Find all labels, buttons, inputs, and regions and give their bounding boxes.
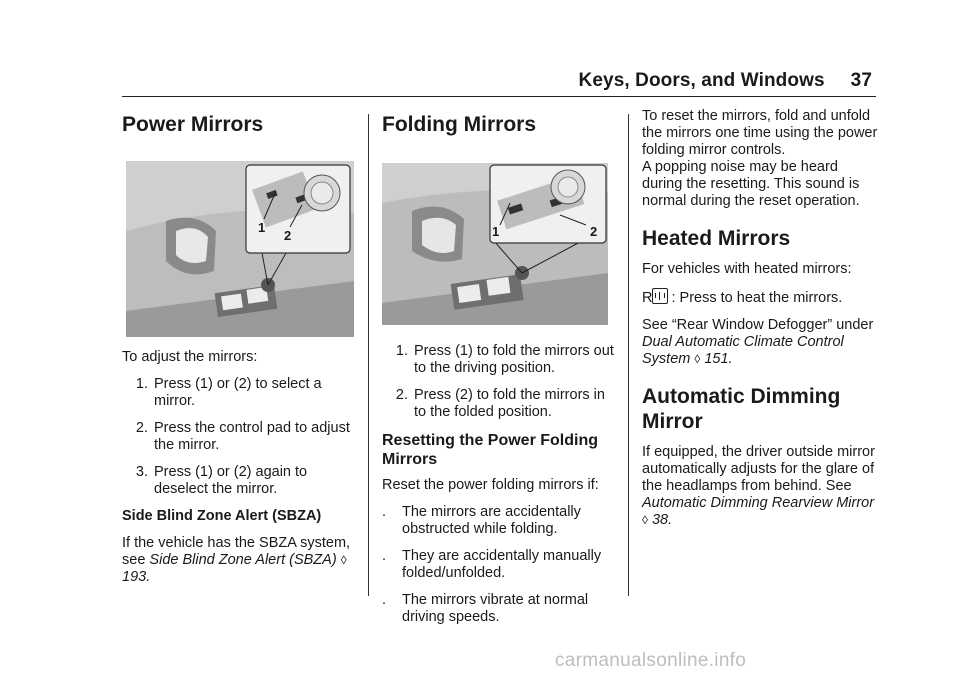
page-ref-arrow-icon: ◊ <box>340 553 347 567</box>
sbza-page[interactable]: 193 <box>122 569 147 585</box>
climate-control-link[interactable]: Dual Automatic Climate Control System <box>642 334 844 367</box>
callout-2: 2 <box>590 224 598 239</box>
folding-mirrors-title: Folding Mirrors <box>382 113 536 136</box>
folding-mirror-illustration <box>382 163 608 325</box>
heated-mirrors-title: Heated Mirrors <box>642 227 791 250</box>
reset-instructions: To reset the mirrors, fold and unfold the mirrors one time using the power folding mirror controls. <box>642 108 878 158</box>
list-item: . The mirrors are accidentally obstructed while folding. <box>382 504 581 537</box>
dimming-mirror-page[interactable]: 38 <box>651 512 669 528</box>
fold-steps <box>382 343 614 421</box>
reset-heading: Resetting the Power Folding Mirrors <box>382 432 599 468</box>
auto-dimming-paragraph: If equipped, the driver outside mirror automatically adjusts for the glare of the headlamps from behind. See Automatic Dimming Rearview Mirror ◊ 38. <box>642 444 875 528</box>
page-ref-arrow-icon: ◊ <box>694 352 701 366</box>
page-ref-arrow-icon: ◊ <box>642 513 648 527</box>
dimming-mirror-link[interactable]: Automatic Dimming Rearview Mirror <box>642 495 875 511</box>
callout-1: 1 <box>258 220 266 235</box>
auto-dimming-title: Automatic Dimming Mirror <box>642 385 841 433</box>
page-number: 37 <box>850 70 872 91</box>
column-divider <box>368 114 369 596</box>
callout-2: 2 <box>284 228 292 243</box>
adjust-intro: To adjust the mirrors: <box>122 349 258 365</box>
list-item: 2. Press (2) to fold the mirrors in to the folded position. <box>395 387 605 420</box>
header-rule <box>122 96 876 97</box>
bullet: . <box>382 504 387 520</box>
sbza-heading: Side Blind Zone Alert (SBZA) <box>122 508 322 524</box>
list-item: 2. Press the control pad to adjust the mirror. <box>135 420 350 453</box>
list-item: 1. Press (1) to fold the mirrors out to the driving position. <box>395 343 614 376</box>
bullet: . <box>382 548 387 564</box>
list-item: 3. Press (1) or (2) again to deselect the mirror. <box>135 464 308 497</box>
heated-control: R : Press to heat the mirrors. <box>642 290 843 306</box>
watermark: carmanualsonline.info <box>555 650 747 671</box>
column-divider <box>628 114 629 596</box>
column-power-mirrors <box>122 108 354 596</box>
power-mirror-illustration <box>126 161 354 337</box>
heated-intro: For vehicles with heated mirrors: <box>642 261 852 277</box>
column-folding-mirrors <box>382 108 614 636</box>
climate-control-page[interactable]: 151 <box>704 351 729 367</box>
reset-noise-note: A popping noise may be heard during the resetting. This sound is normal during the reset operation. <box>642 159 860 209</box>
bullet: . <box>382 592 387 608</box>
page-header <box>579 70 872 92</box>
callout-1: 1 <box>492 224 500 239</box>
list-item: . They are accidentally manually folded/unfolded. <box>382 548 602 581</box>
rear-defog-icon <box>652 288 668 304</box>
defogger-reference: See “Rear Window Defogger” under Dual Automatic Climate Control System ◊ 151. <box>642 317 874 367</box>
power-mirrors-title: Power Mirrors <box>122 113 264 136</box>
list-item: . The mirrors vibrate at normal driving speeds. <box>382 592 589 625</box>
adjust-steps <box>122 376 354 498</box>
section-title: Keys, Doors, and Windows <box>578 70 825 91</box>
list-item: 1. Press (1) or (2) to select a mirror. <box>135 376 322 409</box>
reset-conditions <box>382 504 614 626</box>
sbza-link[interactable]: Side Blind Zone Alert (SBZA) <box>149 552 337 568</box>
column-heated-dimming <box>642 108 878 539</box>
reset-intro: Reset the power folding mirrors if: <box>382 477 599 493</box>
sbza-paragraph: If the vehicle has the SBZA system, see Side Blind Zone Alert (SBZA) ◊ 193. <box>122 535 351 585</box>
